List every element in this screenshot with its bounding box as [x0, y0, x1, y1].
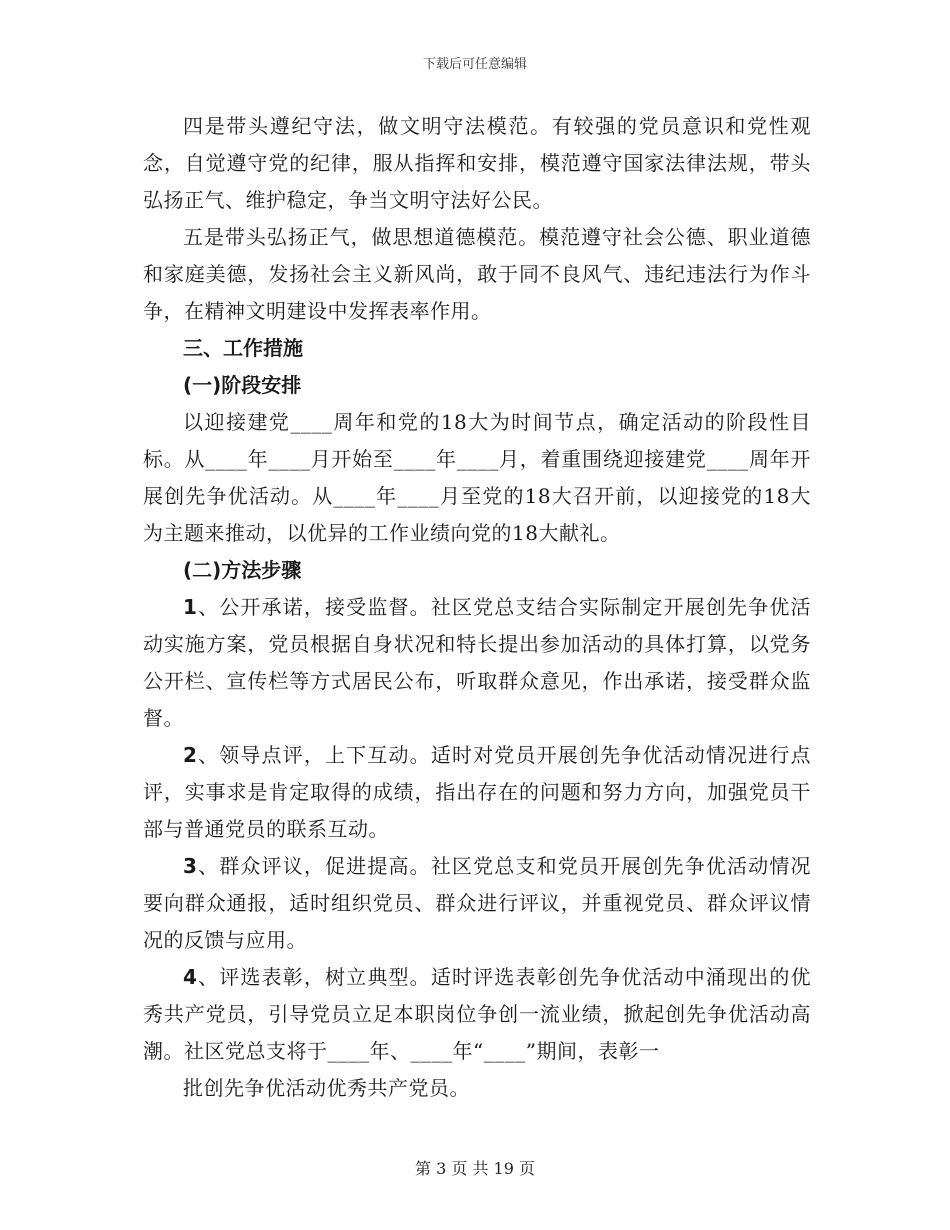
- list-item-public-commitment: [143, 589, 811, 737]
- item-text: 、公开承诺，接受监督。社区党总支结合实际制定开展创先争优活动实施方案，党员根据自身状况和特长提出参加活动的具体打算，以党务公开栏、宣传栏等方式居民公布，听取群众意见，作出承诺，接受群众监督。: [143, 595, 811, 730]
- item-text: 、群众评议，促进提高。社区党总支和党员开展创先争优活动情况要向群众通报，适时组织党员、群众进行评议，并重视党员、群众评议情况的反馈与应用。: [143, 854, 811, 952]
- paragraph-law-model: 四是带头遵纪守法，做文明守法模范。有较强的党员意识和党性观念，自觉遵守党的纪律，服从指挥和安排，模范遵守国家法律法规，带头弘扬正气、维护稳定，争当文明守法好公民。: [143, 114, 811, 212]
- section-heading-measures: 三、工作措施: [183, 336, 303, 360]
- list-item-leader-review: [143, 737, 811, 848]
- item-number: 2: [183, 743, 198, 767]
- subheading-stage-arrangement: (一)阶段安排: [183, 373, 302, 397]
- page-number-footer: 第 3 页 共 19 页: [415, 1159, 535, 1178]
- paragraph-continuation: 批创先争优活动优秀共产党员。: [183, 1076, 470, 1100]
- item-number: 3: [183, 854, 198, 878]
- document-body: [143, 108, 811, 1107]
- item-number: 1: [183, 595, 198, 619]
- list-item-public-evaluation: [143, 848, 811, 959]
- list-item-commendation: [143, 959, 811, 1070]
- item-number: 4: [183, 965, 198, 989]
- item-text: 、领导点评，上下互动。适时对党员开展创先争优活动情况进行点评，实事求是肯定取得的成绩，指出存在的问题和努力方向，加强党员干部与普通党员的联系互动。: [143, 743, 811, 841]
- subheading-method-steps: (二)方法步骤: [183, 558, 302, 582]
- paragraph-morality-model: 五是带头弘扬正气，做思想道德模范。模范遵守社会公德、职业道德和家庭美德，发扬社会主义新风尚，敢于同不良风气、违纪违法行为作斗争，在精神文明建设中发挥表率作用。: [143, 225, 811, 323]
- page-header: 下载后可任意编辑: [422, 57, 527, 72]
- item-text: 、评选表彰，树立典型。适时评选表彰创先争优活动中涌现出的优秀共产党员，引导党员立足本职岗位争创一流业绩，掀起创先争优活动高潮。社区党总支将于____年、____年“____”期间，表彰一: [143, 965, 811, 1063]
- paragraph-stage-arrangement: 以迎接建党____周年和党的18大为时间节点，确定活动的阶段性目标。从____年____月开始至____年____月，着重围绕迎接建党____周年开展创先争优活动。从____年____月至党的18大召开前，以迎接党的18大为主题来推动，以优异的工作业绩向党的18大献礼。: [143, 410, 811, 545]
